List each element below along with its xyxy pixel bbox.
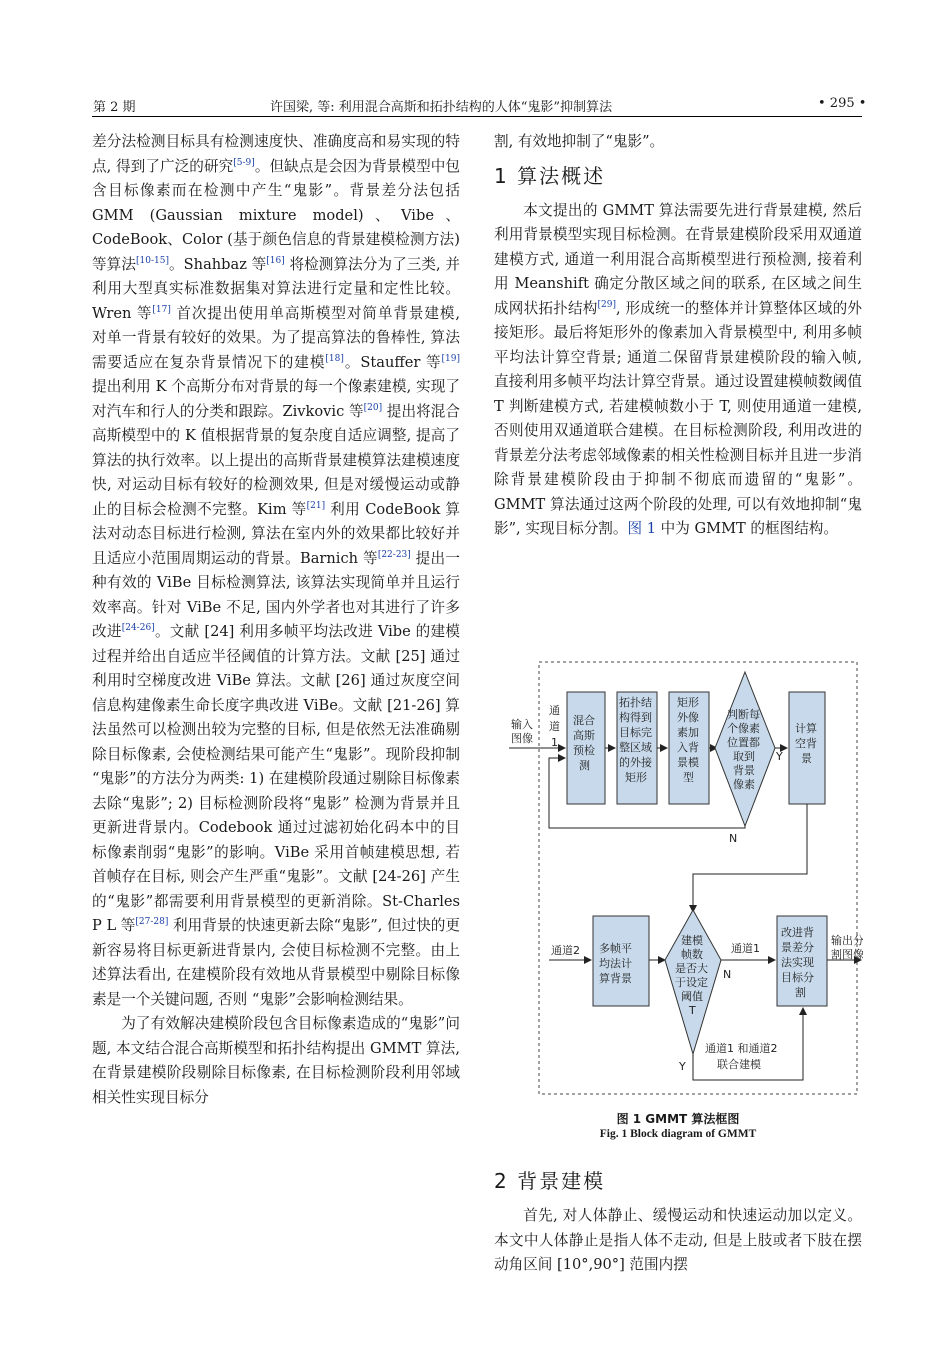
citation[interactable]: [21] (306, 500, 326, 511)
journal-issue: 第 2 期 (93, 100, 136, 115)
citation[interactable]: [17] (152, 304, 171, 315)
svg-text:构得到: 构得到 (619, 711, 652, 724)
section-heading: 2 背景建模 (494, 1169, 606, 1193)
label-n: N (729, 832, 738, 845)
svg-text:帧数: 帧数 (681, 948, 703, 961)
channel1-label: 通道1 (731, 942, 760, 955)
svg-text:于设定: 于设定 (675, 976, 708, 989)
figure-caption-en: Fig. 1 Block diagram of GMMT (599, 1128, 757, 1140)
svg-text:高斯: 高斯 (573, 729, 595, 742)
svg-text:预检: 预检 (573, 744, 595, 757)
figure-link[interactable]: 图 1 (627, 520, 657, 537)
svg-text:判断每: 判断每 (727, 708, 760, 721)
citation[interactable]: [19] (441, 353, 460, 364)
svg-text:割图像: 割图像 (831, 948, 863, 961)
svg-text:多帧平: 多帧平 (599, 942, 632, 955)
citation[interactable]: [24-26] (121, 623, 155, 634)
svg-text:入背: 入背 (677, 741, 699, 754)
svg-text:联合建模: 联合建模 (717, 1058, 761, 1071)
svg-text:像素: 像素 (733, 778, 755, 791)
svg-text:算背景: 算背景 (599, 972, 632, 985)
svg-text:1: 1 (551, 736, 558, 749)
svg-text:拓扑结: 拓扑结 (619, 696, 652, 709)
svg-text:景: 景 (801, 752, 812, 765)
block-diagram (493, 660, 863, 1100)
citation[interactable]: [22-23] (377, 549, 411, 560)
citation[interactable]: [27-28] (135, 917, 169, 928)
svg-text:图像: 图像 (511, 732, 533, 745)
svg-text:测: 测 (579, 759, 590, 772)
figure-caption-cn: 图 1 GMMT 算法框图 (616, 1112, 740, 1126)
figure-gmmt-block-diagram (493, 660, 863, 1175)
paragraph: 为了有效解决建模阶段包含目标像素造成的“鬼影”问题, 本文结合混合高斯模型和拓扑结构提出 GMMT 算法, 在背景建模阶段剔除目标像素, 在目标检测阶段利用邻域相关性实现目标分 (92, 1015, 460, 1106)
svg-text:通: 通 (549, 704, 560, 717)
output-label (831, 933, 863, 961)
joint-modeling-label (705, 1042, 778, 1071)
left-column (92, 130, 460, 1110)
svg-text:的外接: 的外接 (619, 756, 652, 769)
paragraph: 割, 有效地抑制了“鬼影”。 (494, 133, 665, 150)
right-column-lower (494, 1160, 862, 1278)
svg-text:计算: 计算 (795, 722, 817, 735)
svg-text:输入: 输入 (511, 718, 533, 731)
box-multiframe-label (599, 941, 632, 985)
citation[interactable]: [20] (363, 402, 383, 413)
svg-text:混合: 混合 (573, 714, 595, 727)
right-column (494, 130, 862, 542)
svg-text:取到: 取到 (733, 750, 755, 763)
svg-text:均法计: 均法计 (599, 957, 632, 970)
page-number: • 295 • (818, 96, 867, 111)
svg-text:背景: 背景 (733, 764, 755, 777)
channel1-vertical-label (549, 704, 560, 749)
citation[interactable]: [5-9] (233, 157, 255, 168)
svg-text:个像素: 个像素 (727, 722, 760, 735)
svg-text:割: 割 (795, 986, 806, 999)
svg-text:建模: 建模 (681, 934, 703, 947)
svg-text:景差分: 景差分 (781, 941, 814, 954)
label-y: Y (679, 1060, 686, 1073)
citation[interactable]: [29] (597, 299, 617, 310)
section-heading: 1 算法概述 (494, 163, 606, 188)
label-y: Y (776, 750, 783, 763)
citation[interactable]: [10-15] (135, 255, 169, 266)
svg-text:道: 道 (549, 720, 560, 733)
svg-text:T: T (689, 1004, 696, 1017)
svg-text:通道1 和通道2: 通道1 和通道2 (705, 1042, 778, 1055)
label-n: N (723, 968, 732, 981)
paragraph: 首先, 对人体静止、缓慢运动和快速运动加以定义。本文中人体静止是指人体不走动, 但是上肢或者下肢在摆动角区间 [10°,90°] 范围内摆 (494, 1207, 862, 1273)
svg-text:素加: 素加 (677, 726, 699, 739)
paragraph: 差分法检测目标具有检测速度快、准确度高和易实现的特点, 得到了广泛的研究[5-9]。但缺点是会因为背景模型中包含目标像素而在检测中产生“鬼影”。背景差分法包括 GMM (Gaussian mixture model)、Vibe、CodeBook、Color (基于颜色信息的背景建模检测方法) 等算法[10-15]。Shahbaz 等[16] 将检测算法分为了三类, 并利用大型真实标准数据集对算法进行定量和定性比较。Wren 等[17] 首次提出使用单高斯模型对简单背景建模, 对单一背景有较好的效果。为了提高算法的鲁棒性, 算法需要适应在复杂背景情况下的建模[18]。Stauffer 等[19] 提出利用 K 个高斯分布对背景的每一个像素建模, 实现了对汽车和行人的分类和跟踪。Zivkovic 等[20] 提出将混合高斯模型中的 K 值根据背景的复杂度自适应调整, 提高了算法的执行效率。以上提出的高斯背景建模算法建模速度快, 对运动目标有较好的检测效果, 但是对缓慢运动或静止的目标会检测不完整。Kim 等[21] 利用 CodeBook 算法对动态目标进行检测, 算法在室内外的效果都比较好并且适应小范围周期运动的背景。Barnich 等[22-23] 提出一种有效的 ViBe 目标检测算法, 该算法实现简单并且运行效率高。针对 ViBe 不足, 国内外学者也对其进行了许多改进[24-26]。文献 [24] 利用多帧平均法改进 Vibe 的建模过程并给出自适应半径阈值的计算方法。文献 [25] 通过利用时空梯度改进 ViBe 算法。文献 [26] 通过灰度空间信息构建像素生命长度字典改进 ViBe。文献 [21-26] 算法虽然可以检测出较为完整的目标, 但是依然无法准确剔除目标像素, 会使检测结果可能产生“鬼影”。现阶段抑制 “鬼影”的方法分为两类: 1) 在建模阶段通过剔除目标像素去除“鬼影”; 2) 目标检测阶段将“鬼影” 检测为背景并且更新进背景内。Codebook 通过过滤初始化码本中的目标像素削弱“鬼影”的影响。ViBe 采用首帧建模思想, 若首帧存在目标, 则会产生严重“鬼影”。文献 [24-26] 产生的“鬼影”都需要利用背景模型的更新消除。St-Charles P L 等[27-28] 利用背景的快速更新去除“鬼影”, 但过快的更新容易将目标更新进背景内, 会使目标检测不完整。由上述算法看出, 在建模阶段有效地从背景模型中剔除目标像素是一个关键问题, 否则 “鬼影”会影响检测结果。 (92, 133, 461, 1008)
input-label (511, 717, 533, 745)
svg-text:景模: 景模 (677, 756, 699, 769)
svg-text:目标分: 目标分 (781, 971, 814, 984)
svg-text:位置都: 位置都 (727, 736, 760, 749)
channel2-label: 通道2 (551, 944, 580, 957)
svg-text:型: 型 (683, 771, 694, 784)
svg-text:改进背: 改进背 (781, 926, 814, 939)
svg-text:输出分: 输出分 (831, 934, 863, 947)
svg-text:目标完: 目标完 (619, 726, 652, 739)
citation[interactable]: [18] (325, 353, 344, 364)
running-title: 许国梁, 等: 利用混合高斯和拓扑结构的人体“鬼影”抑制算法 (270, 100, 613, 115)
svg-text:矩形: 矩形 (625, 771, 647, 784)
citation[interactable]: [16] (266, 255, 285, 266)
diamond-judge (715, 672, 775, 826)
svg-text:空背: 空背 (795, 737, 817, 750)
svg-text:矩形: 矩形 (677, 696, 699, 709)
svg-text:整区域: 整区域 (619, 741, 652, 754)
svg-text:外像: 外像 (677, 711, 699, 724)
header-rule (92, 116, 862, 117)
svg-text:阈值: 阈值 (681, 990, 703, 1003)
svg-text:是否大: 是否大 (675, 962, 708, 975)
paragraph: 本文提出的 GMMT 算法需要先进行背景建模, 然后利用背景模型实现目标检测。在背景建模阶段采用双通道建模方式, 通道一利用混合高斯模型进行预检测, 接着利用 Meanshift 确定分散区域之间的联系, 在区域之间生成网状拓扑结构[29], 形成统一的整体并计算整体区域的外接矩形。最后将矩形外的像素加入背景模型中, 利用多帧平均法计算空背景; 通道二保留背景建模阶段的输入帧, 直接利用多帧平均法计算空背景。通过设置建模帧数阈值 T 判断建模方式, 若建模帧数小于 T, 则使用通道一建模, 否则使用双通道联合建模。在目标检测阶段, 利用改进的背景差分法考虑邻域像素的相关性检测目标并且进一步消除背景建模阶段由于抑制不彻底而遗留的“鬼影”。GMMT 算法通过这两个阶段的处理, 可以有效地抑制“鬼影”, 实现目标分割。图 1 中为 GMMT 的框图结构。 (494, 201, 862, 537)
svg-text:法实现: 法实现 (781, 956, 814, 969)
